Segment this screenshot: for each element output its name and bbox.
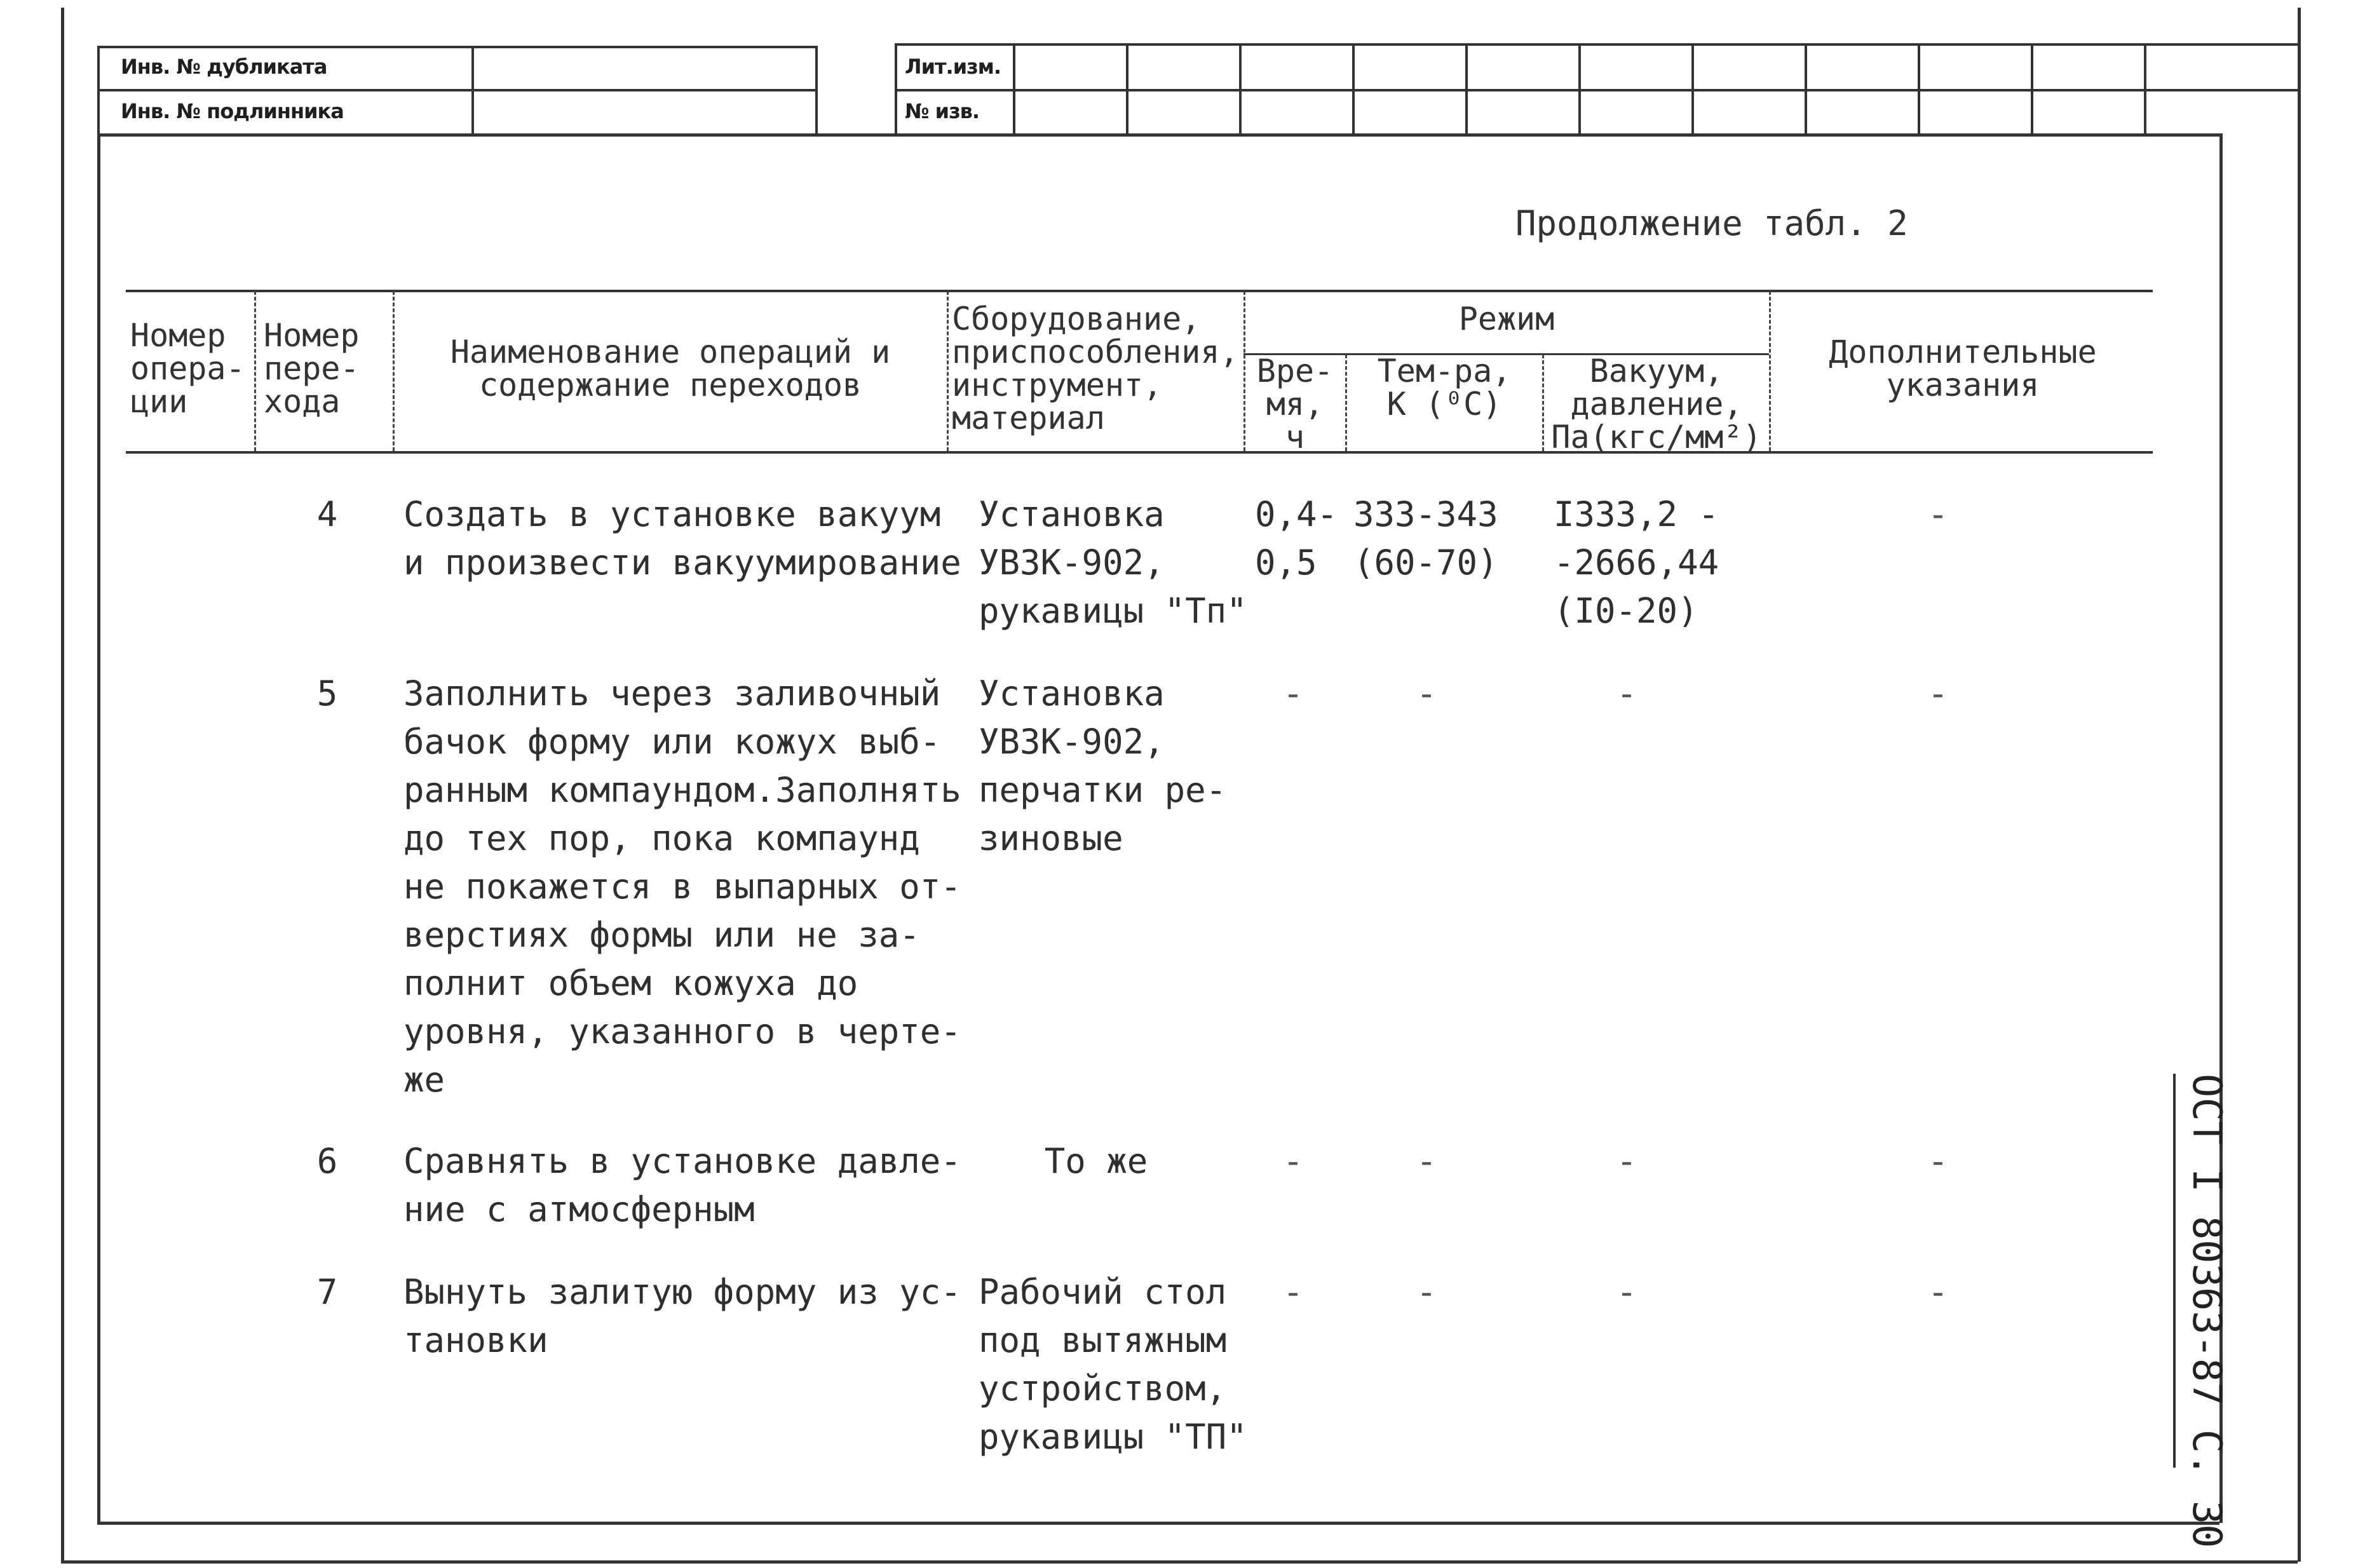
temperature-value: 333-343 (60-70) <box>1353 494 1498 583</box>
header-equipment: Сборудование, приспособления, инструмент, материал <box>952 301 1239 436</box>
col-sep-3 <box>947 291 949 451</box>
notes-value: - <box>1927 494 1949 534</box>
outer-frame-left <box>61 8 64 1562</box>
col-sep-1 <box>254 291 256 451</box>
header-transition-no: Номер пере- хода <box>264 317 360 420</box>
header-operation-name: Наименование операций и содержание переходов <box>450 334 891 403</box>
vacuum-value: - <box>1616 1141 1637 1181</box>
vacuum-value: - <box>1616 1272 1637 1312</box>
equipment-text: Установка УВЗК-902, рукавицы "Тп" <box>979 494 1247 631</box>
operation-text: Заполнить через заливочный бачок форму или кожух выб- ранным компаундом.Заполнять до тех пор, пока компаунд не покажется в выпарных от- верстиях формы или не за- полнит объем кожуха до уровня, указанного в черте- же <box>403 673 961 1100</box>
inner-frame-left <box>97 133 100 1523</box>
temperature-value: - <box>1416 673 1437 713</box>
notes-value: - <box>1927 673 1949 713</box>
inner-frame-bottom <box>97 1522 2219 1525</box>
change-no-label: № изв. <box>905 99 980 123</box>
inv-duplicate-label: Инв. № дубликата <box>121 55 327 79</box>
transition-no: 7 <box>316 1272 338 1312</box>
operation-text: Создать в установке вакуум и произвести вакуумирование <box>403 494 961 583</box>
table-header-bottom-rule <box>126 451 2153 454</box>
temperature-value: - <box>1416 1141 1437 1181</box>
notes-value: - <box>1927 1141 1949 1181</box>
temperature-value: - <box>1416 1272 1437 1312</box>
transition-no: 6 <box>316 1141 338 1181</box>
header-temperature: Тем-ра, К (⁰С) <box>1377 353 1512 422</box>
table-caption: Продолжение табл. 2 <box>1515 203 1908 243</box>
col-sep-6 <box>1542 355 1544 451</box>
outer-frame-bottom <box>61 1560 2298 1564</box>
equipment-text: То же <box>1044 1141 1148 1181</box>
operation-text: Сравнять в установке давле- ние с атмосферным <box>403 1141 961 1229</box>
operation-text: Вынуть залитую форму из ус- тановки <box>403 1272 961 1360</box>
col-sep-2 <box>393 291 395 451</box>
lit-changes-label: Лит.изм. <box>905 55 1001 79</box>
header-operation-no: Номер опера- ции <box>130 317 245 420</box>
col-sep-7 <box>1769 291 1771 451</box>
table-top-rule <box>126 290 2153 292</box>
header-mode: Режим <box>1458 301 1555 337</box>
outer-frame-right <box>2298 8 2301 1562</box>
inner-frame-top <box>97 133 2219 137</box>
header-notes: Дополнительные указания <box>1829 334 2097 403</box>
col-sep-5 <box>1345 355 1347 451</box>
vacuum-value: - <box>1616 673 1637 713</box>
header-vacuum: Вакуум, давление, Па(кгс/мм²) <box>1551 353 1762 456</box>
equipment-text: Рабочий стол под вытяжным устройством, рукавицы "ТП" <box>979 1272 1247 1457</box>
time-value: 0,4- 0,5 <box>1255 494 1338 583</box>
transition-no: 4 <box>316 494 338 534</box>
standard-code: ОСТ I 80363-87 С. 30 <box>2184 1074 2230 1548</box>
inv-original-label: Инв. № подлинника <box>121 99 344 123</box>
equipment-text: Установка УВЗК-902, перчатки ре- зиновые <box>979 673 1227 858</box>
time-value: - <box>1282 1272 1304 1312</box>
notes-value: - <box>1927 1272 1949 1312</box>
vacuum-value: I333,2 - -2666,44 (I0-20) <box>1554 494 1719 631</box>
time-value: - <box>1282 1141 1304 1181</box>
transition-no: 5 <box>316 673 338 713</box>
time-value: - <box>1282 673 1304 713</box>
header-time: Вре- мя, ч <box>1256 353 1334 456</box>
side-code-rule <box>2173 1074 2176 1468</box>
